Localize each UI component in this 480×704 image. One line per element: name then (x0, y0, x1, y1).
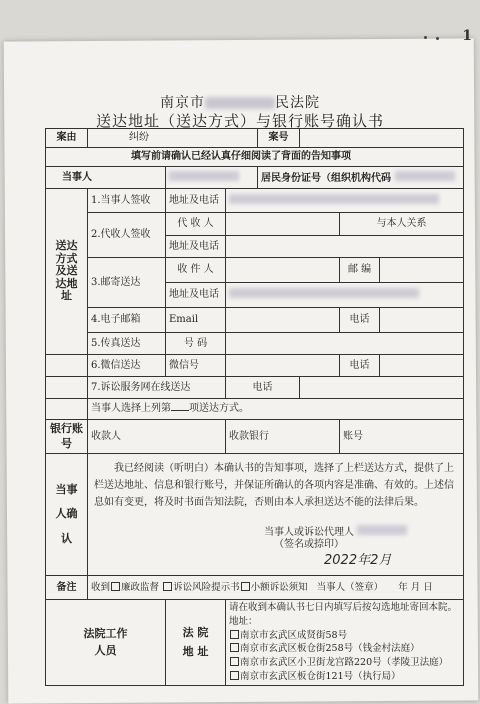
case-value: 纠纷 (88, 129, 258, 148)
case-number-label: 案号 (258, 129, 300, 148)
online-phone-value (300, 377, 464, 399)
bank-name-label: 收款银行 (226, 420, 340, 454)
row2-address-label: 地址及电话 (166, 236, 226, 258)
agent-receiver-value (226, 213, 340, 236)
confirmation-form (45, 128, 464, 686)
sign-note: （签名或捺印） (274, 538, 344, 550)
delivery-section-cont2 (46, 377, 88, 399)
email-value (226, 308, 340, 333)
row3-address-label: 地址及电话 (166, 283, 226, 308)
account-label: 账号 (340, 420, 464, 454)
checkbox-icon[interactable] (163, 582, 172, 591)
checkbox-icon[interactable] (241, 582, 250, 591)
dot-mark (424, 36, 427, 39)
address-option: 南京市玄武区成贤街58号 (229, 629, 460, 643)
case-label: 案由 (46, 129, 88, 148)
address-option: 南京市玄武区小卫街龙宫路220号（孝陵卫法庭） (229, 656, 460, 670)
party-confirm-label: 当事 人确 认 (46, 454, 88, 576)
wechat-label: 微信号 (166, 355, 226, 377)
postcode-value (380, 258, 464, 283)
title-court: 民法院 (275, 95, 320, 111)
redacted-block (229, 194, 439, 204)
wechat-value (226, 355, 340, 377)
confirm-block (88, 454, 464, 576)
bank-label: 银行账号 (46, 420, 88, 454)
row3-address-value (226, 283, 464, 308)
row1-label: 1.当事人签收 (88, 189, 166, 213)
wechat-phone-value (380, 355, 464, 377)
fax-number-label: 号 码 (166, 333, 226, 355)
redacted-block (169, 171, 239, 181)
row1-address-value (226, 189, 464, 213)
address-option: 南京市玄武区板仓街121号（执行局） (229, 670, 460, 684)
receiver-label: 收 件 人 (166, 258, 226, 283)
remark-content: 收到 廉政监督 诉讼风险提示书 小额诉讼须知 当事人（签章） 年 月 日 (88, 576, 464, 600)
delivery-section-cont (46, 355, 88, 377)
redacted-block (357, 525, 407, 535)
party-label: 当事人 (46, 167, 166, 189)
receiver-value (226, 258, 340, 283)
court-notice: 请在收到本确认书七日内填写后按勾选地址寄回本院。 (229, 602, 458, 613)
checkbox-icon[interactable] (230, 643, 239, 652)
court-title (0, 92, 480, 112)
checkbox-icon[interactable] (230, 657, 239, 666)
party-name-value (166, 167, 258, 189)
row2-address-value (226, 236, 464, 258)
checkbox-icon[interactable] (230, 671, 239, 680)
id-label: 居民身份证号（组织机构代码 (258, 167, 464, 189)
row2-label: 2.代收人签收 (88, 213, 166, 258)
checkbox-icon[interactable] (111, 582, 120, 591)
handwritten-date: 2022年2月 (324, 553, 392, 568)
notice-text: 填写前请确认已经认真仔细阅读了背面的告知事项 (46, 148, 464, 167)
signer-line: 当事人或诉讼代理人 (94, 525, 457, 539)
row5-label: 5.传真送达 (88, 333, 166, 355)
choice-statement: 当事人选择上列第 项送达方式。 (88, 399, 464, 420)
row7-label: 7.诉讼服务网在线送达 (88, 377, 226, 399)
form-title: 送达地址（送达方式）与银行账号确认书 (95, 112, 384, 130)
wechat-phone-label: 电话 (340, 355, 380, 377)
dot-mark (436, 37, 439, 40)
fax-number-value (226, 333, 464, 355)
address-title: 地址： (229, 615, 258, 627)
redacted-block (395, 171, 455, 181)
court-address-label: 法 院 地 址 (166, 600, 226, 686)
row4-label: 4.电子邮箱 (88, 308, 166, 333)
payee-label: 收款人 (88, 420, 226, 454)
online-phone-label: 电话 (226, 377, 300, 399)
row3-label: 3.邮寄送达 (88, 258, 166, 308)
postcode-label: 邮 编 (340, 258, 380, 283)
title-city: 南京市 (160, 95, 205, 111)
row1-address-label: 地址及电话 (166, 189, 226, 213)
case-number-value (300, 129, 464, 148)
email-label: Email (166, 308, 226, 333)
confirm-text: 我已经阅读（听明白）本确认书的告知事项，选择了上栏送达方式，提供了上栏送达地址、信息和银行账号，并保证所确认的各项内容是准确、有效的。上述信息如有变更，将及时书面告知法院，否则由本人承担送达不能的法律后果。 (94, 463, 454, 508)
agent-receiver-label: 代 收 人 (166, 213, 226, 236)
redacted-block (229, 288, 419, 298)
page-number: 1 (462, 28, 472, 44)
remark-label: 备注 (46, 576, 88, 600)
email-phone-label: 电话 (340, 308, 380, 333)
email-phone-value (380, 308, 464, 333)
redacted-block (205, 97, 275, 109)
row6-label: 6.微信送达 (88, 355, 166, 377)
court-staff-label: 法院工作 人员 (46, 600, 166, 686)
delivery-section-cont3 (46, 399, 88, 420)
court-address-block (226, 600, 464, 686)
checkbox-icon[interactable] (230, 630, 239, 639)
delivery-section-label: 送达 方式 及送 达地 址 (46, 189, 88, 355)
relation-label: 与本人关系 (340, 213, 464, 236)
address-option: 南京市玄武区板仓街258号（钱金村法庭） (229, 642, 460, 656)
